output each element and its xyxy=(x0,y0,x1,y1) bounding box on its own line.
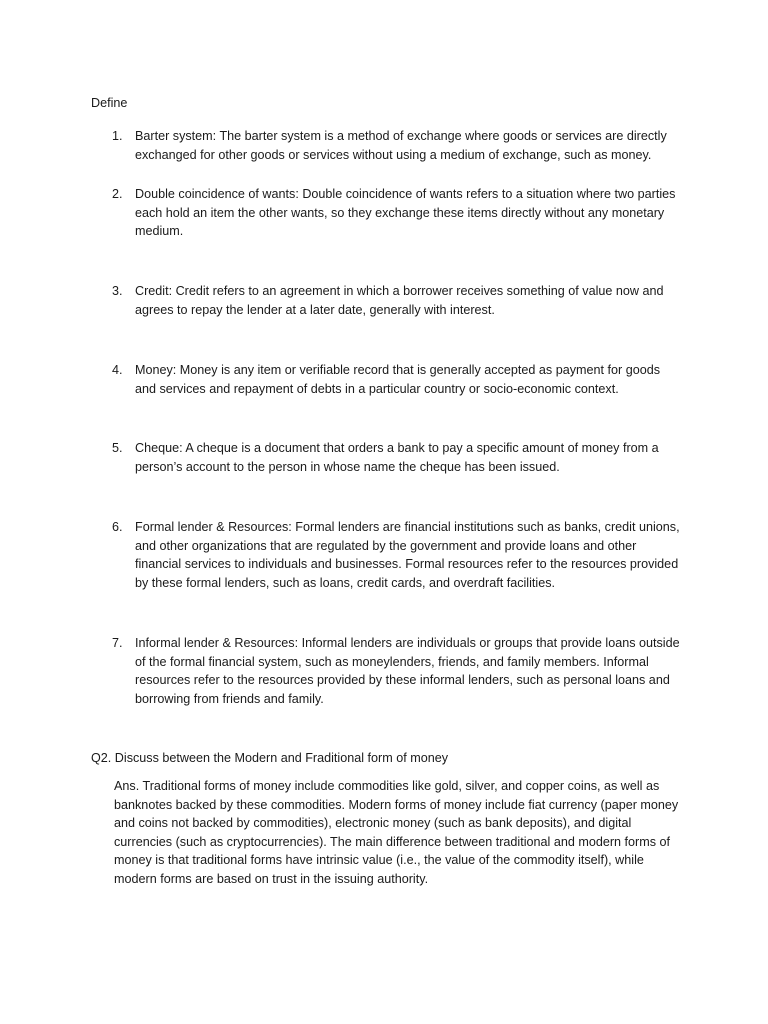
definition-text: Formal lender & Resources: Formal lenders are financial institutions such as banks, credit unions, and other organizations that are regulated by the government and provide loans and other financial services to individuals and businesses. Formal resources refer to the resources provided by these formal lenders, such as loans, credit cards, and overdraft facilities. xyxy=(135,520,680,590)
definition-item xyxy=(112,518,682,592)
definition-item xyxy=(112,634,682,708)
definition-text: Barter system: The barter system is a method of exchange where goods or services are directly exchanged for other goods or services without using a medium of exchange, such as money. xyxy=(135,129,667,162)
definition-item xyxy=(112,185,682,241)
definition-text: Money: Money is any item or verifiable record that is generally accepted as payment for goods and services and repayment of debts in a particular country or socio-economic context. xyxy=(135,363,661,396)
definition-number: 3. xyxy=(112,284,123,298)
definition-text: Credit: Credit refers to an agreement in which a borrower receives something of value now and agrees to repay the lender at a later date, generally with interest. xyxy=(135,284,664,317)
definition-text: Informal lender & Resources: Informal lenders are individuals or groups that provide loans outside of the formal financial system, such as moneylenders, friends, and family members. Informal resources refer to the resources provided by these informal lenders, such as personal loans and borrowing from friends and family. xyxy=(135,636,680,706)
definition-item xyxy=(112,361,682,398)
definition-item xyxy=(112,282,682,319)
definition-number: 7. xyxy=(112,636,123,650)
definition-number: 1. xyxy=(112,129,123,143)
definition-number: 6. xyxy=(112,520,123,534)
section-heading: Define xyxy=(91,96,128,110)
definition-number: 4. xyxy=(112,363,123,377)
definition-text: Double coincidence of wants: Double coincidence of wants refers to a situation where two parties each hold an item the other wants, so they exchange these items directly without any monetary medium. xyxy=(135,187,676,239)
definition-number: 5. xyxy=(112,441,123,455)
definition-item xyxy=(112,439,682,476)
definition-text: Cheque: A cheque is a document that orders a bank to pay a specific amount of money from a person’s account to the person in whose name the cheque has been issued. xyxy=(135,441,659,474)
answer-paragraph: Ans. Traditional forms of money include commodities like gold, silver, and copper coins, as well as banknotes backed by these commodities. Modern forms of money include fiat currency (paper money and coins not backed by commodities), electronic money (such as bank deposits), and digital currencies (such as cryptocurrencies). The main difference between traditional and modern forms of money is that traditional forms have intrinsic value (i.e., the value of the commodity itself), while modern forms are based on trust in the issuing authority. xyxy=(114,779,679,886)
definition-number: 2. xyxy=(112,187,123,201)
question-title: Q2. Discuss between the Modern and Fraditional form of money xyxy=(91,751,448,765)
definition-item xyxy=(112,127,682,164)
